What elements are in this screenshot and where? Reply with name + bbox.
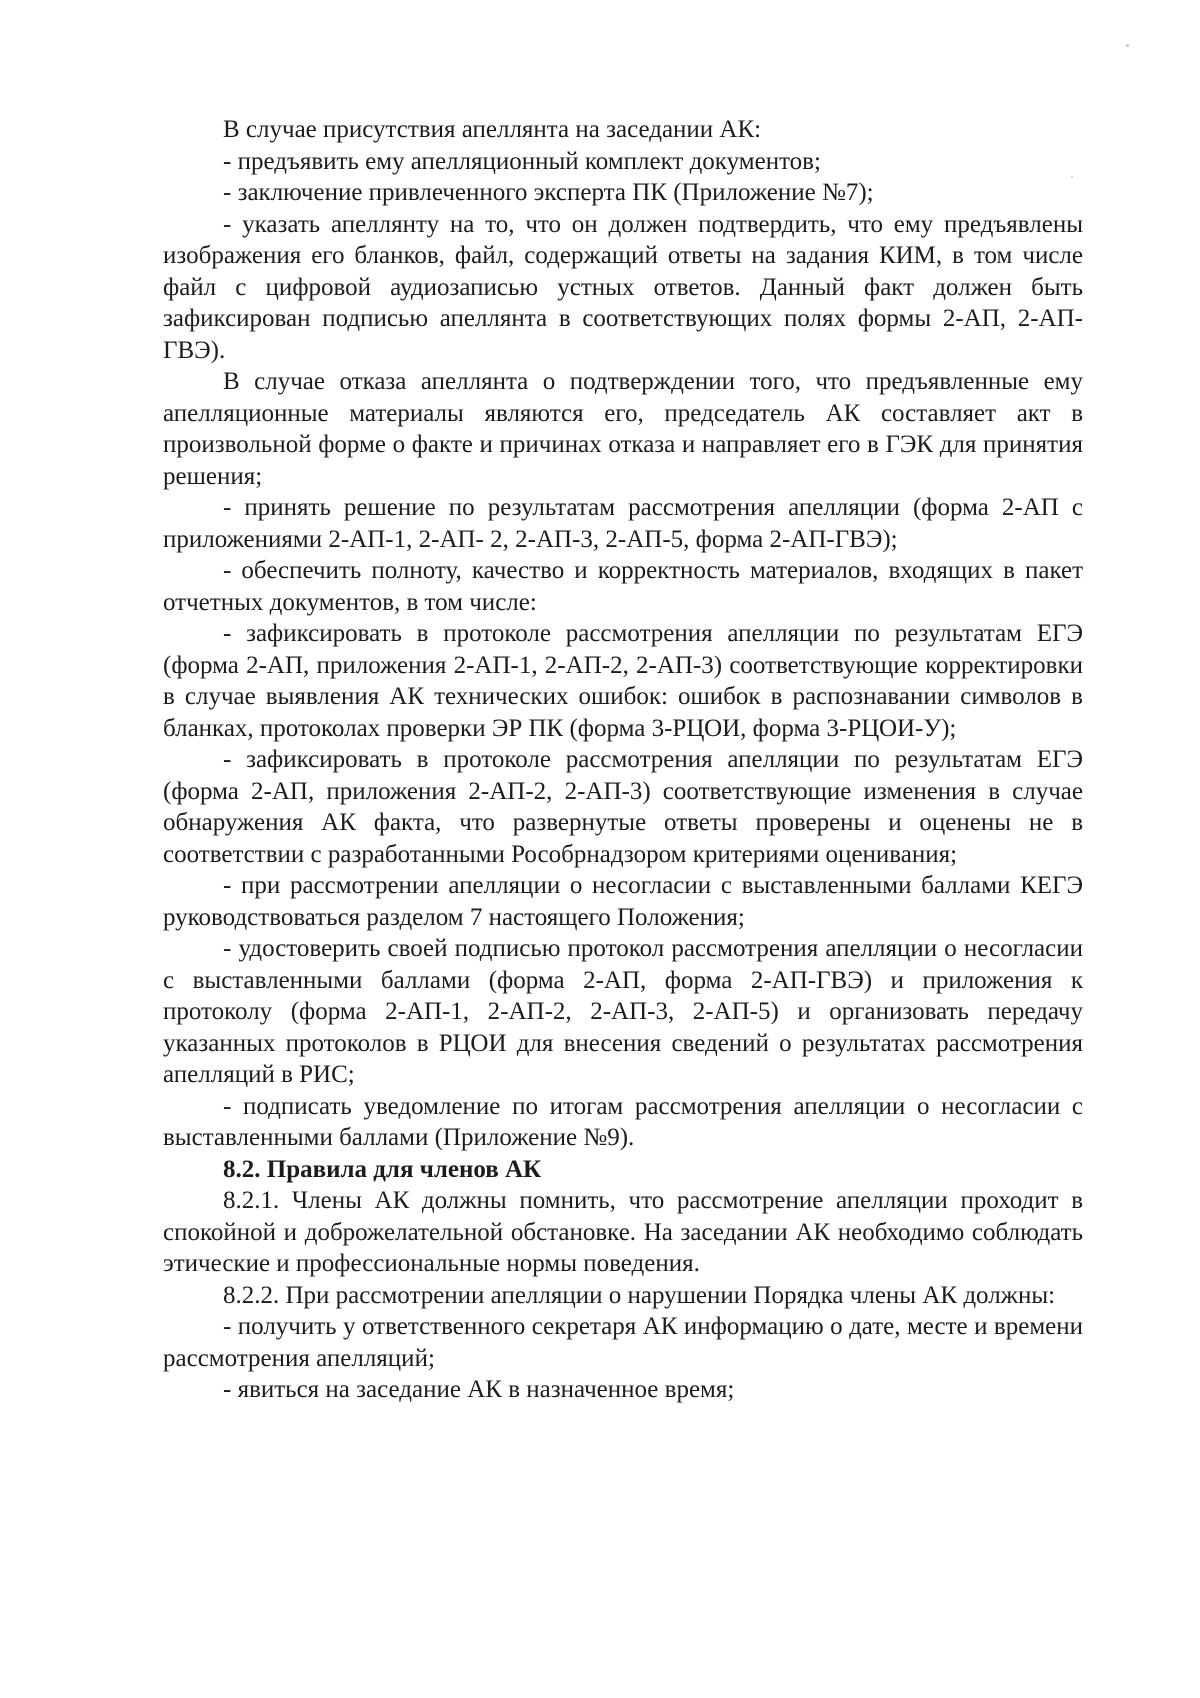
paragraph-completeness: - обеспечить полноту, качество и корректность материалов, входящих в пакет отчетных документов, в том числе: [163,557,1083,616]
paragraph-8-2-2: 8.2.2. При рассмотрении апелляции о нарушении Порядка члены АК должны: [223,1281,1056,1309]
section-heading: 8.2. Правила для членов АК [223,1155,542,1183]
paragraph-decision: - принять решение по результатам рассмотрения апелляции (форма 2-АП с приложениями 2-АП-1, 2-АП- 2, 2-АП-3, 2-АП-5, форма 2-АП-ГВЭ); [163,494,1083,553]
paragraph-8-2-1: 8.2.1. Члены АК должны помнить, что рассмотрение апелляции проходит в спокойной и доброжелательной обстановке. На заседании АК необходимо соблюдать этические и профессиональные нормы поведения. [163,1187,1083,1277]
paragraph-kege-section: - при рассмотрении апелляции о несогласии с выставленными баллами КЕГЭ руководствоваться разделом 7 настоящего Положения; [163,872,1083,931]
paragraph-sign-notice: - подписать уведомление по итогам рассмотрения апелляции о несогласии с выставленными баллами (Приложение №9). [163,1092,1083,1151]
document-body [163,114,1083,1406]
paragraph-expert-conclusion: - заключение привлеченного эксперта ПК (Приложение №7); [223,179,874,206]
paragraph-criteria-changes: - зафиксировать в протоколе рассмотрения апелляции по результатам ЕГЭ (форма 2-АП, приложения 2-АП-2, 2-АП-3) соответствующие изменения в случае обнаружения АК факта, что развернутые ответы проверены и оценены не в соответствии с разработанными Рособрнадзором критериями оценивания; [163,746,1083,868]
paragraph-technical-errors: - зафиксировать в протоколе рассмотрения апелляции по результатам ЕГЭ (форма 2-АП, приложения 2-АП-1, 2-АП-2, 2-АП-3) соответствующие корректировки в случае выявления АК технических ошибок: ошибок в распознавании символов в бланках, протоколах проверки ЭР ПК (форма 3-РЦОИ, форма 3-РЦОИ-У); [163,620,1083,742]
paragraph-attend: - явиться на заседание АК в назначенное время; [223,1376,735,1403]
paragraph-sign-protocol: - удостоверить своей подписью протокол рассмотрения апелляции о несогласии с выставленными баллами (форма 2-АП, форма 2-АП-ГВЭ) и приложения к протоколу (форма 2-АП-1, 2-АП-2, 2-АП-3, 2-АП-5) и организовать передачу указанных протоколов в РЦОИ для внесения сведений о результатах рассмотрения апелляций в РИС; [163,935,1083,1088]
paragraph-present-kit: - предъявить ему апелляционный комплект документов; [223,147,821,175]
scan-speck [1071,176,1073,178]
paragraph-confirm-images: - указать апеллянту на то, что он должен подтвердить, что ему предъявлены изображения его бланков, файл, содержащий ответы на задания КИМ, в том числе файл с цифровой аудиозаписью устных ответов. Данный факт должен быть зафиксирован подписью апеллянта в соответствующих полях формы 2-АП, 2-АП-ГВЭ). [163,210,1083,364]
paragraph-get-info: - получить у ответственного секретаря АК информацию о дате, месте и времени рассмотрения апелляций; [163,1313,1083,1372]
paragraph-presence: В случае присутствия апеллянта на заседании АК: [223,116,762,143]
paragraph-refusal: В случае отказа апеллянта о подтверждении того, что предъявленные ему апелляционные материалы являются его, председатель АК составляет акт в произвольной форме о факте и причинах отказа и направляет его в ГЭК для принятия решения; [163,368,1083,490]
scan-speck [1126,44,1129,47]
